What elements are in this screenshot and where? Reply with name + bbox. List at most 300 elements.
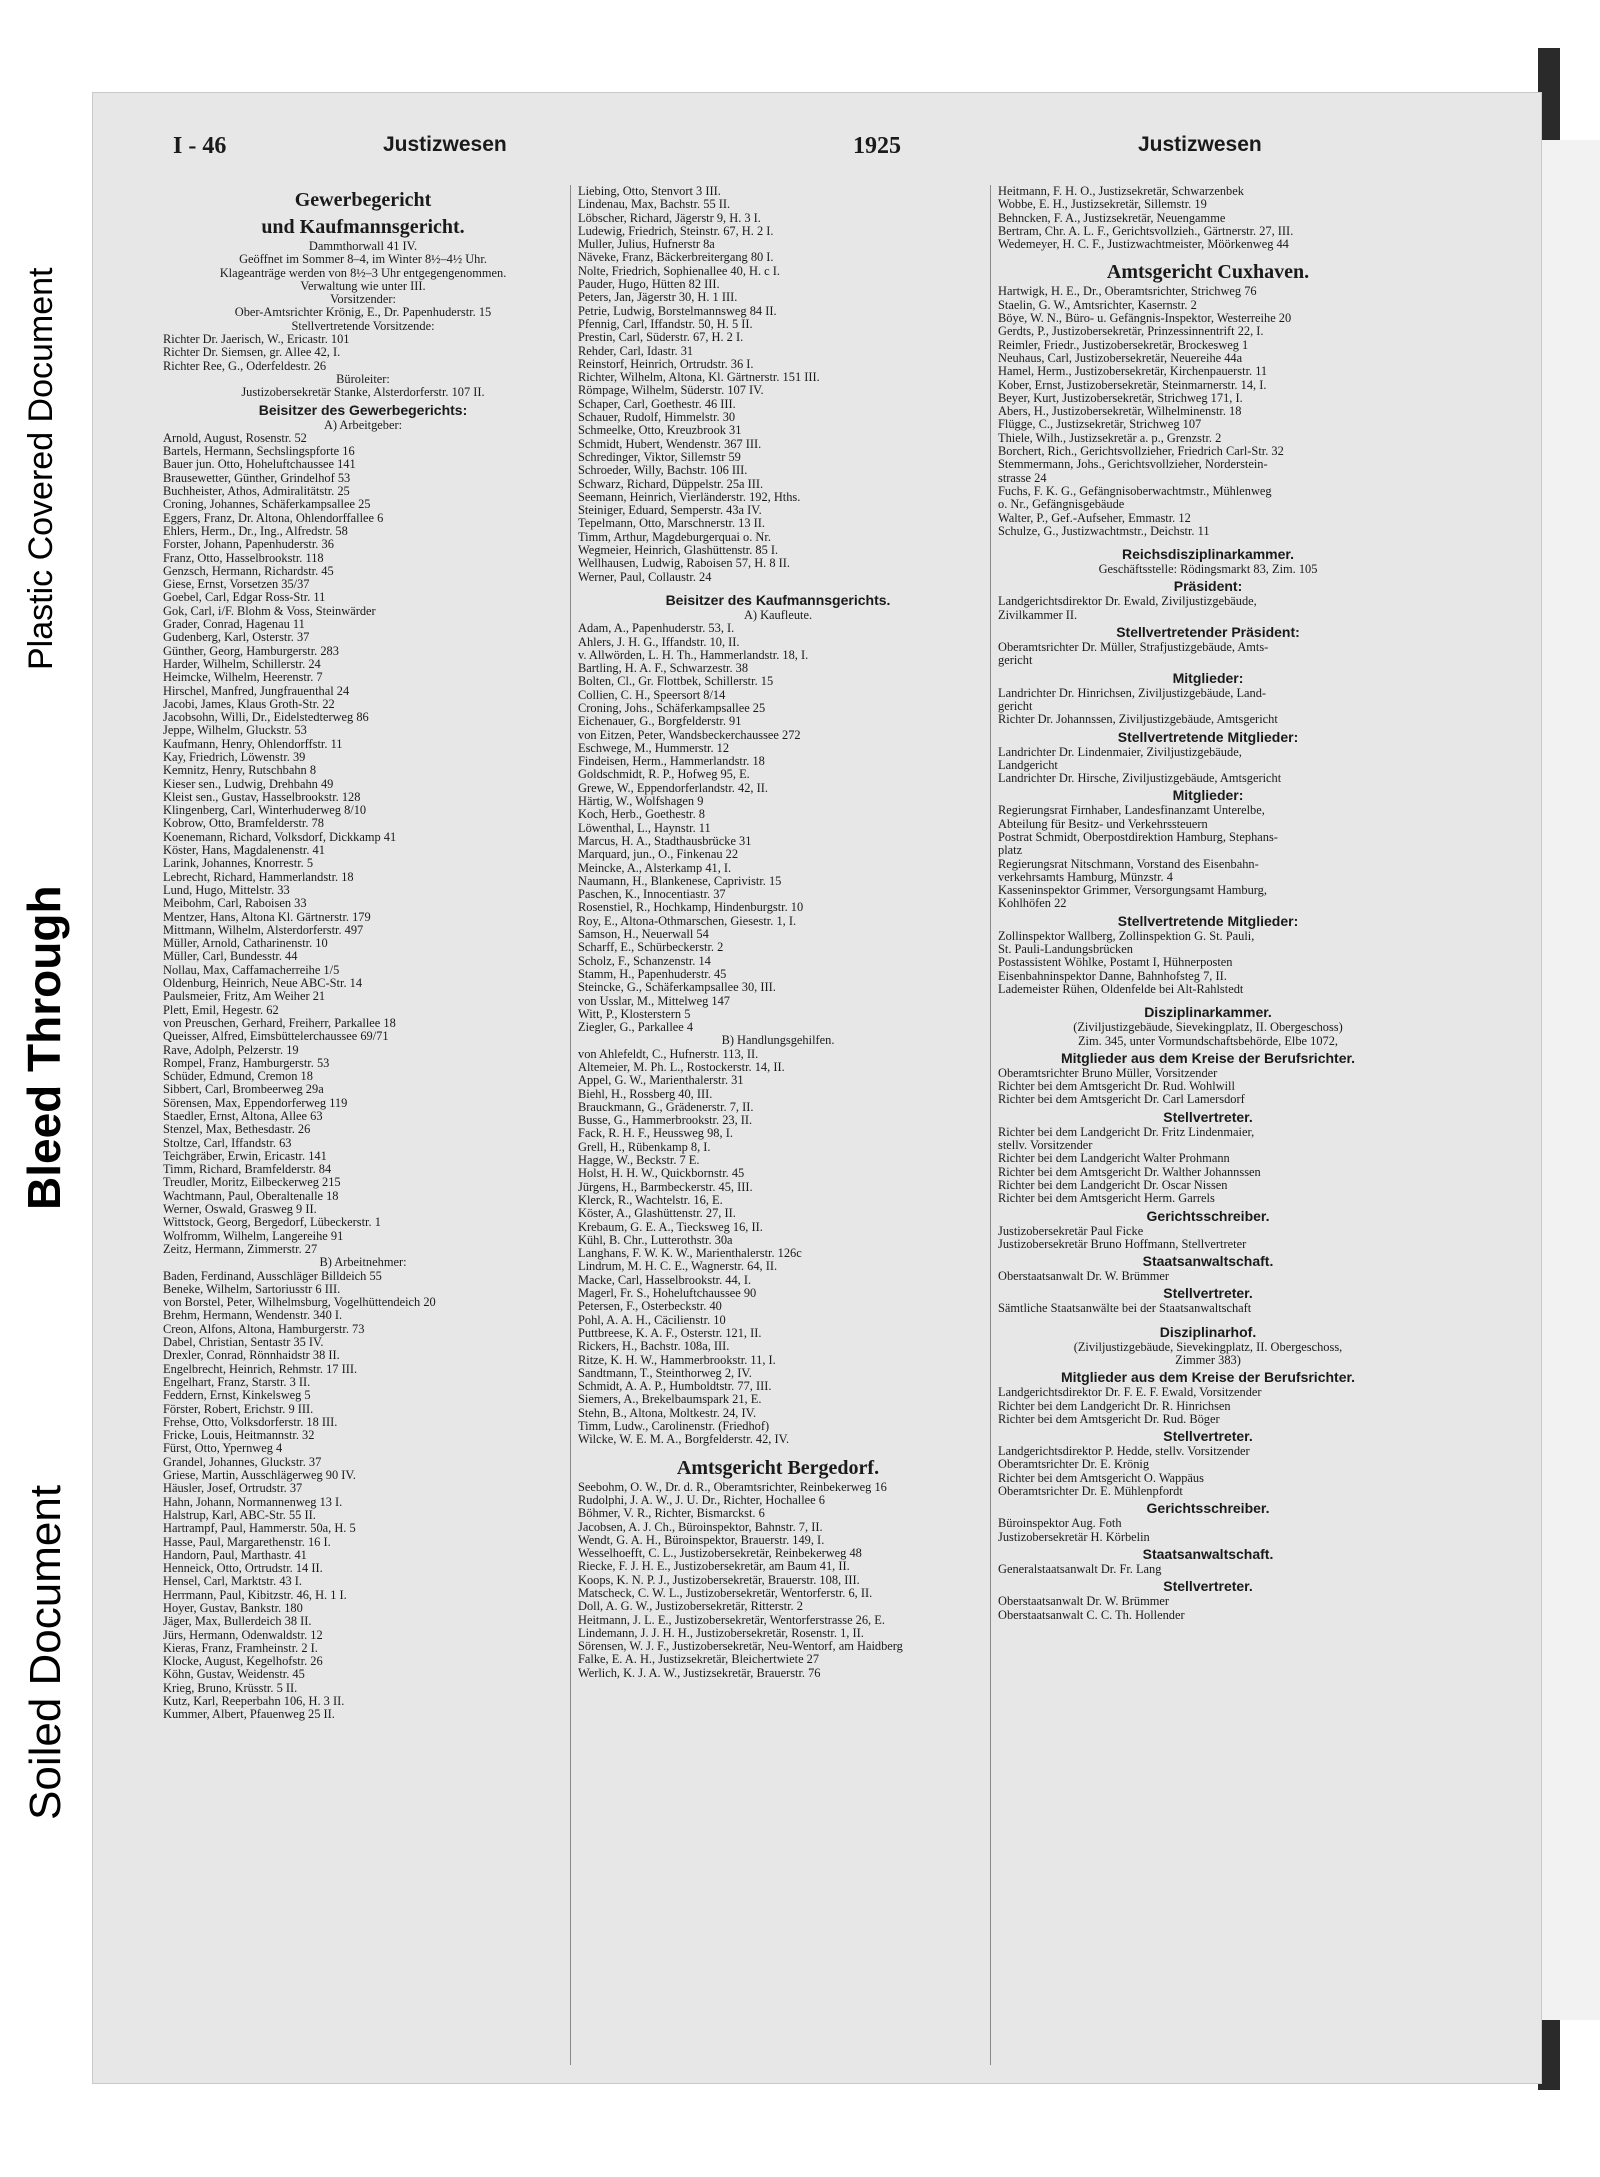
entry-line: verkehrsamts Hamburg, Münzstr. 4 (998, 869, 1173, 884)
entry-line: Generalstaatsanwalt Dr. Fr. Lang (998, 1561, 1162, 1576)
entry-line: Böhmer, V. R., Richter, Bismarckst. 6 (578, 1506, 765, 1521)
entry-line: Paschen, K., Innocentiastr. 37 (578, 887, 726, 902)
entry-line: Flügge, C., Justizsekretär, Strichweg 107 (998, 417, 1202, 432)
entry-line: Grell, H., Rübenkamp 8, I. (578, 1139, 711, 1154)
entry-line: Koenemann, Richard, Volksdorf, Dickkamp 41 (163, 829, 397, 844)
entry-line: Timm, Richard, Bramfelderstr. 84 (163, 1162, 332, 1177)
entry-line: St. Pauli-Landungsbrücken (998, 942, 1133, 957)
entry-line: Richter bei dem Amtsgericht O. Wappäus (998, 1470, 1204, 1485)
entry-line: Steincke, G., Schäferkampsallee 30, III. (578, 980, 776, 995)
entry-line: Timm, Ludw., Carolinenstr. (Friedhof) (578, 1419, 770, 1434)
centered-line: B) Arbeitnehmer: (319, 1255, 407, 1270)
entry-line: Doll, A. G. W., Justizobersekretär, Ritterstr. 2 (578, 1599, 803, 1614)
entry-line: Richter bei dem Amtsgericht Herm. Garrels (998, 1191, 1215, 1206)
entry-line: Wendt, G. A. H., Büroinspektor, Brauerstr. 149, I. (578, 1532, 825, 1547)
entry-line: Herrmann, Paul, Kibitzstr. 46, H. 1 I. (163, 1587, 347, 1602)
entry-line: Heimcke, Wilhelm, Heerenstr. 7 (163, 670, 323, 685)
entry-line: Richter bei dem Landgericht Dr. R. Hinrichsen (998, 1398, 1231, 1413)
entry-line: Härtig, W., Wolfshagen 9 (578, 794, 704, 809)
entry-line: Sörensen, W. J. F., Justizobersekretär, Neu-Wentorf, am Haidberg (578, 1639, 903, 1654)
subsection-heading: Mitglieder aus dem Kreise der Berufsrichter. (1060, 1369, 1356, 1386)
entry-line: Kobrow, Otto, Bramfelderstr. 78 (163, 816, 324, 831)
entry-line: o. Nr., Gefängnisgebäude (998, 497, 1125, 512)
entry-line: Richter bei dem Amtsgericht Dr. Carl Lamersdorf (998, 1092, 1245, 1107)
entry-line: Wesselhoefft, C. L., Justizobersekretär, Reinbekerweg 48 (578, 1546, 862, 1561)
scanned-page (92, 92, 1542, 2084)
entry-line: Kutz, Karl, Reeperbahn 106, H. 3 II. (163, 1694, 345, 1709)
subsection-heading: Reichsdisziplinarkammer. (1122, 546, 1294, 563)
entry-line: Koops, K. N. P. J., Justizobersekretär, Brauerstr. 108, III. (578, 1572, 860, 1587)
entry-line: Jäger, Max, Bullerdeich 38 II. (163, 1614, 312, 1629)
entry-line: Werner, Paul, Collaustr. 24 (578, 569, 712, 584)
entry-line: Oberamtsrichter Dr. E. Mühlenpfordt (998, 1484, 1183, 1499)
centered-line: Verwaltung wie unter III. (300, 278, 426, 293)
entry-line: Müller, Carl, Bundesstr. 44 (163, 949, 298, 964)
entry-line: Rudolphi, J. A. W., J. U. Dr., Richter, Hochallee 6 (578, 1492, 825, 1507)
entry-line: Richter bei dem Amtsgericht Dr. Rud. Wohlwill (998, 1079, 1235, 1094)
entry-line: Werner, Oswald, Grasweg 9 II. (163, 1202, 317, 1217)
entry-line: Kay, Friedrich, Löwenstr. 39 (163, 749, 306, 764)
entry-line: Bertram, Chr. A. L. F., Gerichtsvollzieh., Gärtnerstr. 27, III. (998, 223, 1294, 238)
entry-line: Appel, G. W., Marienthalerstr. 31 (578, 1073, 744, 1088)
distortion-labels (8, 130, 70, 1830)
entry-line: Schmidt, A. A. P., Humboldtstr. 77, III. (578, 1379, 772, 1394)
entry-line: Kohlhöfen 22 (998, 896, 1067, 911)
entry-line: Pfennig, Carl, Iffandstr. 50, H. 5 II. (578, 316, 753, 331)
subsection-heading: Beisitzer des Kaufmannsgerichts. (665, 591, 891, 608)
subsection-heading: Stellvertretende Mitglieder: (1117, 728, 1299, 745)
subsection-heading: Gerichtsschreiber. (1146, 1500, 1270, 1517)
centered-line: Vorsitzender: (330, 292, 396, 307)
entry-line: Schmidt, Hubert, Wendenstr. 367 III. (578, 436, 762, 451)
subsection-heading: Stellvertreter. (1163, 1285, 1253, 1302)
entry-line: Ahlers, J. H. G., Iffandstr. 10, II. (578, 634, 740, 649)
text-column-1 (163, 185, 563, 2065)
entry-line: Mittmann, Wilhelm, Alsterdorferstr. 497 (163, 922, 364, 937)
header-left-title: Justizwesen (383, 133, 507, 156)
entry-line: Richter bei dem Landgericht Walter Prohmann (998, 1151, 1230, 1166)
entry-line: Landrichter Dr. Lindenmaier, Ziviljustizgebäude, (998, 744, 1242, 759)
entry-line: Lademeister Rühen, Oldenfelde bei Alt-Rahlstedt (998, 981, 1244, 996)
header-year: 1925 (853, 133, 901, 159)
entry-line: Frehse, Otto, Volksdorferstr. 18 III. (163, 1414, 338, 1429)
entry-line: Rave, Adolph, Pelzerstr. 19 (163, 1042, 299, 1057)
entry-line: Schmeelke, Otto, Kreuzbrook 31 (578, 423, 742, 438)
entry-line: Bolten, Cl., Gr. Flottbek, Schillerstr. 15 (578, 674, 774, 689)
entry-line: Richter Ree, G., Oderfeldestr. 26 (163, 358, 327, 373)
entry-line: Magerl, Fr. S., Hoheluftchaussee 90 (578, 1286, 757, 1301)
entry-line: Tepelmann, Otto, Marschnerstr. 13 II. (578, 516, 766, 531)
entry-line: Zeitz, Hermann, Zimmerstr. 27 (163, 1241, 318, 1256)
column-divider (990, 185, 991, 2065)
entry-line: Mentzer, Hans, Altona Kl. Gärtnerstr. 179 (163, 909, 371, 924)
entry-line: Siemers, A., Brekelbaumspark 21, E. (578, 1392, 762, 1407)
subsection-heading: Stellvertretender Präsident: (1116, 624, 1300, 641)
entry-line: Koch, Herb., Goethestr. 8 (578, 807, 705, 822)
entry-line: Werlich, K. J. A. W., Justizsekretär, Brauerstr. 76 (578, 1665, 821, 1680)
entry-line: Stehn, B., Altona, Moltkestr. 24, IV. (578, 1405, 757, 1420)
entry-line: Kemnitz, Henry, Rutschbahn 8 (163, 763, 317, 778)
entry-line: Ludewig, Friedrich, Steinstr. 67, H. 2 I. (578, 223, 774, 238)
entry-line: Croning, Johs., Schäferkampsallee 25 (578, 700, 766, 715)
entry-line: Günther, Georg, Hamburgerstr. 283 (163, 643, 339, 658)
entry-line: Näveke, Franz, Bäckerbreitergang 80 I. (578, 250, 774, 265)
distortion-labels-svg (8, 130, 70, 1830)
entry-line: Brausewetter, Günther, Grindelhof 53 (163, 470, 351, 485)
entry-line: Regierungsrat Firnhaber, Landesfinanzamt Unterelbe, (998, 803, 1265, 818)
entry-line: Prestin, Carl, Süderstr. 67, H. 2 I. (578, 330, 744, 345)
entry-line: Hartwigk, H. E., Dr., Oberamtsrichter, Strichweg 76 (998, 284, 1257, 299)
section-heading: Amtsgericht Bergedorf. (676, 1456, 880, 1479)
entry-line: Beneke, Wilhelm, Sartoriusstr 6 III. (163, 1281, 341, 1296)
entry-line: Wilcke, W. E. M. A., Borgfelderstr. 42, IV. (578, 1432, 790, 1447)
entry-line: Jacobsen, A. J. Ch., Büroinspektor, Bahnstr. 7, II. (578, 1519, 823, 1534)
entry-line: Pauder, Hugo, Hütten 82 III. (578, 277, 720, 292)
section-heading: Gewerbegericht (294, 189, 432, 211)
entry-line: Hamel, Herm., Justizobersekretär, Kirchenpauerstr. 11 (998, 364, 1268, 379)
entry-line: Handorn, Paul, Marthastr. 41 (163, 1547, 307, 1562)
entry-line: Landgerichtsdirektor Dr. F. E. F. Ewald, Vorsitzender (998, 1385, 1262, 1400)
entry-line: Buchheister, Athos, Admiralitätstr. 25 (163, 484, 350, 499)
entry-line: Engelbrecht, Heinrich, Rehmstr. 17 III. (163, 1361, 358, 1376)
entry-line: Oberamtsrichter Bruno Müller, Vorsitzender (998, 1065, 1218, 1080)
entry-line: Schüder, Edmund, Cremon 18 (163, 1069, 313, 1084)
entry-line: Riecke, F. J. H. E., Justizobersekretär, am Baum 41, II. (578, 1559, 850, 1574)
entry-line: Eggers, Franz, Dr. Altona, Ohlendorffallee 6 (163, 510, 384, 525)
entry-line: Oberamtsrichter Dr. E. Krönig (998, 1457, 1150, 1472)
entry-line: Krieg, Bruno, Krüsstr. 5 II. (163, 1680, 298, 1695)
entry-line: Hasse, Paul, Margarethenstr. 16 I. (163, 1534, 331, 1549)
entry-line: stellv. Vorsitzender (998, 1138, 1093, 1153)
entry-line: Eschwege, M., Hummerstr. 12 (578, 740, 730, 755)
entry-line: Löwenthal, L., Haynstr. 11 (578, 820, 711, 835)
entry-line: von Borstel, Peter, Wilhelmsburg, Vogelhüttendeich 20 (163, 1295, 436, 1310)
entry-line: Behncken, F. A., Justizsekretär, Neuengamme (998, 210, 1226, 225)
entry-line: Adam, A., Papenhuderstr. 53, I. (578, 621, 735, 636)
entry-line: Walter, P., Gef.-Aufseher, Emmastr. 12 (998, 510, 1191, 525)
entry-line: Sibbert, Carl, Brombeerweg 29a (163, 1082, 324, 1097)
entry-line: Schauer, Rudolf, Himmelstr. 30 (578, 410, 736, 425)
entry-line: Sörensen, Max, Eppendorferweg 119 (163, 1095, 348, 1110)
entry-line: Richter bei dem Landgericht Dr. Fritz Lindenmaier, (998, 1124, 1255, 1139)
entry-line: Rickers, H., Bachstr. 108a, III. (578, 1339, 730, 1354)
entry-line: Böye, W. N., Büro- u. Gefängnis-Inspektor, Westerreihe 20 (998, 311, 1292, 326)
entry-line: Grader, Conrad, Hagenau 11 (163, 617, 305, 632)
spacer (998, 1316, 1418, 1322)
entry-line: Schaper, Carl, Goethestr. 46 III. (578, 396, 736, 411)
entry-line: Staelin, G. W., Amtsrichter, Kasernstr. 2 (998, 297, 1197, 312)
entry-line: Muller, Julius, Hufnerstr 8a (578, 237, 715, 252)
entry-line: Ziegler, G., Parkallee 4 (578, 1020, 694, 1035)
entry-line: Croning, Johannes, Schäferkampsallee 25 (163, 497, 371, 512)
section-heading: Amtsgericht Cuxhaven. (1106, 261, 1310, 284)
entry-line: Drexler, Conrad, Rönnhaidstr 38 II. (163, 1348, 340, 1363)
entry-line: Rompel, Franz, Hamburgerstr. 53 (163, 1055, 330, 1070)
entry-line: Puttbreese, K. A. F., Osterstr. 121, II. (578, 1325, 762, 1340)
entry-line: Treudler, Moritz, Eilbeckerweg 215 (163, 1175, 341, 1190)
entry-line: Seemann, Heinrich, Vierländerstr. 192, Hths. (578, 489, 801, 504)
entry-line: Findeisen, Herm., Hammerlandstr. 18 (578, 754, 765, 769)
entry-line: Landrichter Dr. Hirsche, Ziviljustizgebäude, Amtsgericht (998, 771, 1282, 786)
subsection-heading: Mitglieder aus dem Kreise der Berufsrichter. (1060, 1049, 1356, 1066)
entry-line: Altemeier, M. Ph. L., Rostockerstr. 14, II. (578, 1060, 785, 1074)
entry-line: Lindenau, Max, Bachstr. 55 II. (578, 197, 731, 212)
entry-line: Gerdts, P., Justizobersekretär, Prinzessinnentrift 22, I. (998, 324, 1264, 339)
entry-line: Paulsmeier, Fritz, Am Weiher 21 (163, 989, 326, 1004)
entry-line: Schwarz, Richard, Düppelstr. 25a III. (578, 476, 764, 491)
entry-line: Hensel, Carl, Marktstr. 43 I. (163, 1574, 303, 1589)
entry-line: Witt, P., Klosterstern 5 (578, 1006, 691, 1021)
entry-line: Richter bei dem Landgericht Dr. Oscar Nissen (998, 1177, 1228, 1192)
entry-line: Landrichter Dr. Hinrichsen, Ziviljustizgebäude, Land- (998, 685, 1267, 700)
spacer (578, 1447, 978, 1453)
entry-line: Lindrum, M. H. C. E., Wagnerstr. 64, II. (578, 1259, 778, 1274)
subsection-heading: Staatsanwaltschaft. (1142, 1545, 1274, 1562)
entry-line: Römpage, Wilhelm, Süderstr. 107 IV. (578, 383, 764, 398)
entry-line: Liebing, Otto, Stenvort 3 III. (578, 185, 721, 198)
label-soiled-document: Soiled Document (21, 1484, 70, 1820)
entry-line: Ritze, K. H. W., Hammerbrookstr. 11, I. (578, 1352, 776, 1367)
entry-line: Falke, E. A. H., Justizsekretär, Bleichertwiete 27 (578, 1652, 820, 1667)
entry-line: Jürs, Hermann, Odenwaldstr. 12 (163, 1627, 323, 1642)
centered-line: (Ziviljustizgebäude, Sievekingplatz, II. Obergeschoss, (1073, 1339, 1343, 1354)
entry-line: Kober, Ernst, Justizobersekretär, Steinmarnerstr. 14, I. (998, 377, 1267, 392)
subsection-heading: Disziplinarkammer. (1144, 1004, 1272, 1021)
entry-line: Abteilung für Besitz- und Verkehrssteuern (998, 816, 1208, 831)
entry-line: Gok, Carl, i/F. Blohm & Voss, Steinwärder (163, 603, 376, 618)
text-column-2 (578, 185, 978, 2065)
subsection-heading: Stellvertretende Mitglieder: (1117, 912, 1299, 929)
entry-line: Richter Dr. Johannssen, Ziviljustizgebäude, Amtsgericht (998, 712, 1278, 727)
entry-line: Matscheck, C. W. L., Justizobersekretär, Wentorferstr. 6, II. (578, 1585, 873, 1600)
entry-line: Stemmermann, Johs., Gerichtsvollzieher, Norderstein- (998, 457, 1268, 472)
entry-line: Landgerichtsdirektor Dr. Ewald, Ziviljustizgebäude, (998, 594, 1257, 609)
entry-line: Thiele, Wilh., Justizsekretär a. p., Grenzstr. 2 (998, 430, 1222, 445)
entry-line: Justizobersekretär Paul Ficke (998, 1223, 1144, 1238)
entry-line: Biehl, H., Rossberg 40, III. (578, 1086, 713, 1101)
entry-line: von Preuschen, Gerhard, Freiherr, Parkallee 18 (163, 1015, 396, 1030)
entry-line: Harder, Wilhelm, Schillerstr. 24 (163, 656, 321, 671)
subsection-heading: Beisitzer des Gewerbegerichts: (258, 401, 468, 418)
entry-line: Postassistent Wöhlke, Postamt I, Hühnerposten (998, 955, 1233, 970)
entry-line: Häusler, Josef, Ortrudstr. 37 (163, 1481, 303, 1496)
header-right-title: Justizwesen (1138, 133, 1262, 156)
entry-line: Seebohm, O. W., Dr. d. R., Oberamtsrichter, Reinbekerweg 16 (578, 1479, 887, 1494)
entry-line: Stoltze, Carl, Iffandstr. 63 (163, 1135, 292, 1150)
entry-line: Scholz, F., Schanzenstr. 14 (578, 953, 711, 968)
entry-line: von Ahlefeldt, C., Hufnerstr. 113, II. (578, 1046, 759, 1061)
entry-line: Köster, Hans, Magdalenenstr. 41 (163, 843, 325, 858)
entry-line: Naumann, H., Blankenese, Caprivistr. 15 (578, 873, 782, 888)
entry-line: Abers, H., Justizobersekretär, Wilhelminenstr. 18 (998, 404, 1242, 419)
entry-line: Landgericht (998, 757, 1058, 772)
entry-line: Forster, Johann, Papenhuderstr. 36 (163, 537, 334, 552)
entry-line: Wedemeyer, H. C. F., Justizwachtmeister, Möörkenweg 44 (998, 237, 1289, 252)
entry-line: Kleist sen., Gustav, Hasselbrookstr. 128 (163, 789, 361, 804)
entry-line: Staedler, Ernst, Altona, Allee 63 (163, 1109, 323, 1123)
label-plastic-covered: Plastic Covered Document (22, 267, 60, 670)
entry-line: Hagge, W., Beckstr. 7 E. (578, 1153, 700, 1168)
entry-line: Brehm, Hermann, Wendenstr. 340 I. (163, 1308, 343, 1323)
entry-line: Kaufmann, Henry, Ohlendorffstr. 11 (163, 736, 343, 751)
entry-line: Franz, Otto, Hasselbrookstr. 118 (163, 550, 324, 565)
entry-line: von Eitzen, Peter, Wandsbeckerchaussee 272 (578, 727, 801, 742)
entry-line: Richter Dr. Siemsen, gr. Allee 42, I. (163, 345, 341, 360)
entry-line: Grewe, W., Eppendorferlandstr. 42, II. (578, 780, 768, 795)
entry-line: Jürgens, H., Barmbeckerstr. 45, III. (578, 1179, 753, 1194)
entry-line: Eichenauer, G., Borgfelderstr. 91 (578, 714, 742, 729)
entry-line: Hahn, Johann, Normannenweg 13 I. (163, 1494, 343, 1509)
entry-line: Goebel, Carl, Edgar Ross-Str. 11 (163, 590, 326, 605)
entry-line: Queisser, Alfred, Eimsbüttelerchaussee 69/71 (163, 1029, 389, 1044)
entry-line: Roy, E., Altona-Othmarschen, Giesestr. 1, I. (578, 913, 797, 928)
entry-line: Rosenstiel, R., Hochkamp, Hindenburgstr. 10 (578, 900, 804, 915)
entry-line: Gudenberg, Karl, Osterstr. 37 (163, 630, 310, 645)
entry-line: Brauckmann, G., Grädenerstr. 7, II. (578, 1099, 754, 1114)
entry-line: Busse, G., Hammerbrookstr. 23, II. (578, 1113, 753, 1128)
entry-line: Zollinspektor Wallberg, Zollinspektion G. St. Pauli, (998, 928, 1255, 943)
entry-line: Justizobersekretär Bruno Hoffmann, Stellvertreter (998, 1236, 1247, 1251)
entry-line: Wellhausen, Ludwig, Raboisen 57, H. 8 II. (578, 556, 791, 571)
entry-line: Klingenberg, Carl, Winterhuderweg 8/10 (163, 803, 367, 818)
centered-line: A) Arbeitgeber: (323, 417, 403, 432)
centered-line: Ober-Amtsrichter Krönig, E., Dr. Papenhuderstr. 15 (234, 305, 492, 320)
entry-line: Hartrampf, Paul, Hammerstr. 50a, H. 5 (163, 1521, 356, 1536)
entry-line: Richter Dr. Jaerisch, W., Ericastr. 101 (163, 332, 350, 347)
entry-line: gericht (998, 698, 1033, 713)
entry-line: Landgerichtsdirektor P. Hedde, stellv. Vorsitzender (998, 1444, 1250, 1459)
spacer (578, 584, 978, 590)
entry-line: Heitmann, J. L. E., Justizobersekretär, Wentorferstrasse 26, E. (578, 1612, 885, 1627)
entry-line: Bauer jun. Otto, Hoheluftchaussee 141 (163, 457, 356, 472)
entry-line: Richter bei dem Amtsgericht Dr. Walther Johannssen (998, 1164, 1261, 1179)
text-column-3 (998, 185, 1418, 2065)
entry-line: Samson, H., Neuerwall 54 (578, 927, 709, 942)
entry-line: Griese, Martin, Ausschlägerweg 90 IV. (163, 1468, 356, 1483)
centered-line: Zim. 345, unter Vormundschaftsbehörde, Elbe 1072, (1077, 1033, 1339, 1048)
centered-line: A) Kaufleute. (743, 607, 813, 622)
centered-line: Justizobersekretär Stanke, Alsterdorferstr. 107 II. (241, 385, 485, 400)
entry-line: Lund, Hugo, Mittelstr. 33 (163, 882, 290, 897)
entry-line: Oberstaatsanwalt Dr. W. Brümmer (998, 1269, 1170, 1284)
entry-line: Wobbe, E. H., Justizsekretär, Sillemstr. 19 (998, 197, 1207, 212)
centered-line: Büroleiter: (336, 371, 390, 386)
entry-line: Goldschmidt, R. P., Hofweg 95, E. (578, 767, 750, 782)
subsection-heading: Stellvertreter. (1163, 1578, 1253, 1595)
entry-line: Nolte, Friedrich, Sophienallee 40, H. c I. (578, 263, 780, 278)
spacer (998, 538, 1418, 544)
entry-line: Klerck, R., Wachtelstr. 16, E. (578, 1192, 723, 1207)
entry-line: Creon, Alfons, Altona, Hamburgerstr. 73 (163, 1321, 365, 1336)
entry-line: Wegmeier, Heinrich, Glashüttenstr. 85 I. (578, 543, 779, 558)
column-divider (570, 185, 571, 2065)
entry-line: Regierungsrat Nitschmann, Vorstand des Eisenbahn- (998, 856, 1259, 871)
entry-line: Baden, Ferdinand, Ausschläger Billdeich 55 (163, 1268, 382, 1283)
entry-line: Neuhaus, Carl, Justizobersekretär, Neuereihe 44a (998, 350, 1243, 365)
spacer (998, 996, 1418, 1002)
section-heading: und Kaufmannsgericht. (261, 216, 465, 238)
entry-line: Wachtmann, Paul, Oberaltenalle 18 (163, 1188, 339, 1203)
entry-line: Fricke, Louis, Heitmannstr. 32 (163, 1428, 315, 1443)
entry-line: Langhans, F. W. K. W., Marienthalerstr. 126c (578, 1246, 802, 1261)
entry-line: von Usslar, M., Mittelweg 147 (578, 993, 730, 1008)
entry-line: Meincke, A., Alsterkamp 41, I. (578, 860, 732, 875)
centered-line: Geöffnet im Sommer 8–4, im Winter 8½–4½ Uhr. (239, 252, 487, 267)
entry-line: Rehder, Carl, Idastr. 31 (578, 343, 694, 358)
entry-line: Wittstock, Georg, Bergedorf, Lübeckerstr. 1 (163, 1215, 381, 1230)
entry-line: Stamm, H., Papenhuderstr. 45 (578, 966, 727, 981)
entry-line: Beyer, Kurt, Justizobersekretär, Strichweg 171, I. (998, 390, 1243, 405)
entry-line: Eisenbahninspektor Danne, Bahnhofsteg 7, II. (998, 968, 1227, 983)
entry-line: Kummer, Albert, Pfauenweg 25 II. (163, 1707, 335, 1722)
entry-line: Meibohm, Carl, Raboisen 33 (163, 896, 307, 911)
entry-line: Arnold, August, Rosenstr. 52 (163, 430, 307, 445)
entry-line: Hirschel, Manfred, Jungfrauenthal 24 (163, 683, 350, 698)
entry-line: Fuchs, F. K. G., Gefängnisoberwachtmstr., Mühlenweg (998, 483, 1272, 498)
entry-line: Scharff, E., Schürbeckerstr. 2 (578, 940, 724, 955)
next-page-edge (1540, 140, 1600, 2020)
entry-line: Macke, Carl, Hasselbrookstr. 44, I. (578, 1272, 752, 1287)
centered-line: B) Handlungsgehilfen. (721, 1033, 835, 1048)
entry-line: gericht (998, 653, 1033, 668)
entry-line: Nollau, Max, Caffamacherreihe 1/5 (163, 962, 340, 977)
subsection-heading: Staatsanwaltschaft. (1142, 1253, 1274, 1270)
entry-line: Büroinspektor Aug. Foth (998, 1516, 1122, 1531)
entry-line: Henneick, Otto, Ortrudstr. 14 II. (163, 1561, 323, 1576)
entry-line: Klocke, August, Kegelhofstr. 26 (163, 1654, 323, 1669)
entry-line: Kieras, Franz, Framheinstr. 2 I. (163, 1640, 318, 1655)
centered-line: (Ziviljustizgebäude, Sievekingplatz, II. Obergeschoss) (1073, 1020, 1343, 1035)
entry-line: Timm, Arthur, Magdeburgerquai o. Nr. (578, 529, 771, 544)
subsection-heading: Gerichtsschreiber. (1146, 1207, 1270, 1224)
subsection-heading: Disziplinarhof. (1159, 1323, 1257, 1340)
centered-line: Zimmer 383) (1175, 1353, 1241, 1367)
entry-line: Schulze, G., Justizwachtmstr., Deichstr. 11 (998, 523, 1210, 538)
centered-line: Klageanträge werden von 8½–3 Uhr entgegengenommen. (219, 265, 507, 280)
subsection-heading: Stellvertreter. (1163, 1108, 1253, 1125)
entry-line: Fürst, Otto, Ypernweg 4 (163, 1441, 283, 1456)
entry-line: Collien, C. H., Speersort 8/14 (578, 687, 726, 702)
page-number: I - 46 (173, 133, 227, 159)
entry-line: Zivilkammer II. (998, 607, 1078, 622)
entry-line: Schroeder, Willy, Bachstr. 106 III. (578, 463, 748, 478)
subsection-heading: Mitglieder: (1172, 787, 1244, 804)
entry-line: Jacobsohn, Willi, Dr., Eidelstedterweg 86 (163, 710, 369, 725)
entry-line: Grandel, Johannes, Gluckstr. 37 (163, 1454, 322, 1469)
entry-line: Plett, Emil, Hegestr. 62 (163, 1002, 279, 1017)
entry-line: Holst, H. H. W., Quickbornstr. 45 (578, 1166, 745, 1181)
entry-line: Stenzel, Max, Bethesdastr. 26 (163, 1122, 311, 1137)
entry-line: Müller, Arnold, Catharinenstr. 10 (163, 936, 328, 951)
entry-line: Fack, R. H. F., Heussweg 98, I. (578, 1126, 733, 1141)
label-bleed-through: Bleed Through (18, 885, 70, 1210)
entry-line: v. Allwörden, L. H. Th., Hammerlandstr. 18, I. (578, 647, 809, 662)
entry-line: Oberamtsrichter Dr. Müller, Strafjustizgebäude, Amts- (998, 640, 1269, 655)
entry-line: Oldenburg, Heinrich, Neue ABC-Str. 14 (163, 976, 363, 991)
entry-line: Richter, Wilhelm, Altona, Kl. Gärtnerstr. 151 III. (578, 370, 820, 385)
entry-line: Marquard, jun., O., Finkenau 22 (578, 847, 739, 862)
entry-line: Petersen, F., Osterbeckstr. 40 (578, 1299, 722, 1314)
entry-line: Kieser sen., Ludwig, Drehbahn 49 (163, 776, 334, 791)
entry-line: Steiniger, Eduard, Semperstr. 43a IV. (578, 503, 762, 518)
entry-line: Lebrecht, Richard, Hammerlandstr. 18 (163, 869, 354, 884)
entry-line: Krebaum, G. E. A., Tiecksweg 16, II. (578, 1219, 763, 1234)
entry-line: Reinstorf, Heinrich, Ortrudstr. 36 I. (578, 356, 754, 371)
entry-line: Heitmann, F. H. O., Justizsekretär, Schwarzenbek (998, 185, 1244, 198)
entry-line: Wolfromm, Wilhelm, Langereihe 91 (163, 1228, 344, 1243)
entry-line: Sämtliche Staatsanwälte bei der Staatsanwaltschaft (998, 1301, 1252, 1316)
entry-line: Kasseninspektor Grimmer, Versorgungsamt Hamburg, (998, 883, 1267, 898)
